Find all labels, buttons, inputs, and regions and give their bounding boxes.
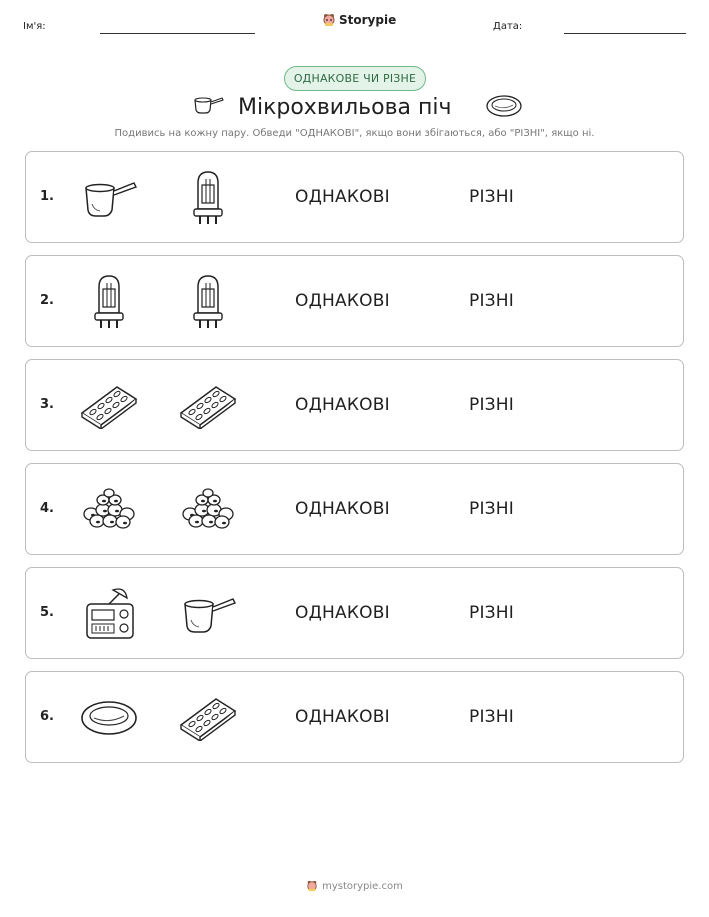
footer-url: mystorypie.com [322,880,403,892]
exercise-row-6 [25,671,684,763]
option-same[interactable]: ОДНАКОВІ [295,499,390,519]
option-same[interactable]: ОДНАКОВІ [295,603,390,623]
exercise-row-3 [25,359,684,451]
page-title: Мікрохвильова піч [238,95,452,120]
ice-tray-icon [178,376,238,436]
saucepan-icon [178,584,238,644]
plate-icon [485,94,523,118]
instructions-text: Подивись на кожну пару. Обведи "ОДНАКОВІ", якщо вони збігаються, або "РІЗНІ", якщо ні. [114,128,595,139]
row-number: 2. [40,293,54,308]
exercise-row-4 [25,463,684,555]
name-line [100,33,255,34]
row-number: 5. [40,605,54,620]
saucepan-icon [192,95,224,115]
ice-tray-icon [178,688,238,748]
storypie-mascot-icon [306,880,318,892]
date-line [564,33,686,34]
option-different[interactable]: РІЗНІ [469,395,514,415]
option-different[interactable]: РІЗНІ [469,291,514,311]
footer [0,880,709,892]
plate-icon [79,688,139,748]
row-number: 1. [40,189,54,204]
ice-tray-icon [79,376,139,436]
food-pile-icon [79,480,139,540]
worksheet-type-badge: ОДНАКОВЕ ЧИ РІЗНЕ [284,66,426,91]
exercise-row-2 [25,255,684,347]
brand-logo [322,13,396,27]
row-number: 4. [40,501,54,516]
food-pile-icon [178,480,238,540]
magnetron-tube-icon [178,168,238,228]
exercise-row-5 [25,567,684,659]
magnetron-tube-icon [79,272,139,332]
option-different[interactable]: РІЗНІ [469,187,514,207]
date-label: Дата: [493,21,523,32]
option-different[interactable]: РІЗНІ [469,603,514,623]
row-number: 6. [40,709,54,724]
magnetron-tube-icon [178,272,238,332]
option-same[interactable]: ОДНАКОВІ [295,291,390,311]
radio-icon [79,584,139,644]
option-same[interactable]: ОДНАКОВІ [295,707,390,727]
name-label: Ім'я: [23,21,46,32]
storypie-mascot-icon [322,13,336,27]
option-same[interactable]: ОДНАКОВІ [295,187,390,207]
option-different[interactable]: РІЗНІ [469,707,514,727]
brand-name: Storypie [339,13,397,27]
option-different[interactable]: РІЗНІ [469,499,514,519]
exercise-row-1 [25,151,684,243]
saucepan-icon [79,168,139,228]
option-same[interactable]: ОДНАКОВІ [295,395,390,415]
row-number: 3. [40,397,54,412]
